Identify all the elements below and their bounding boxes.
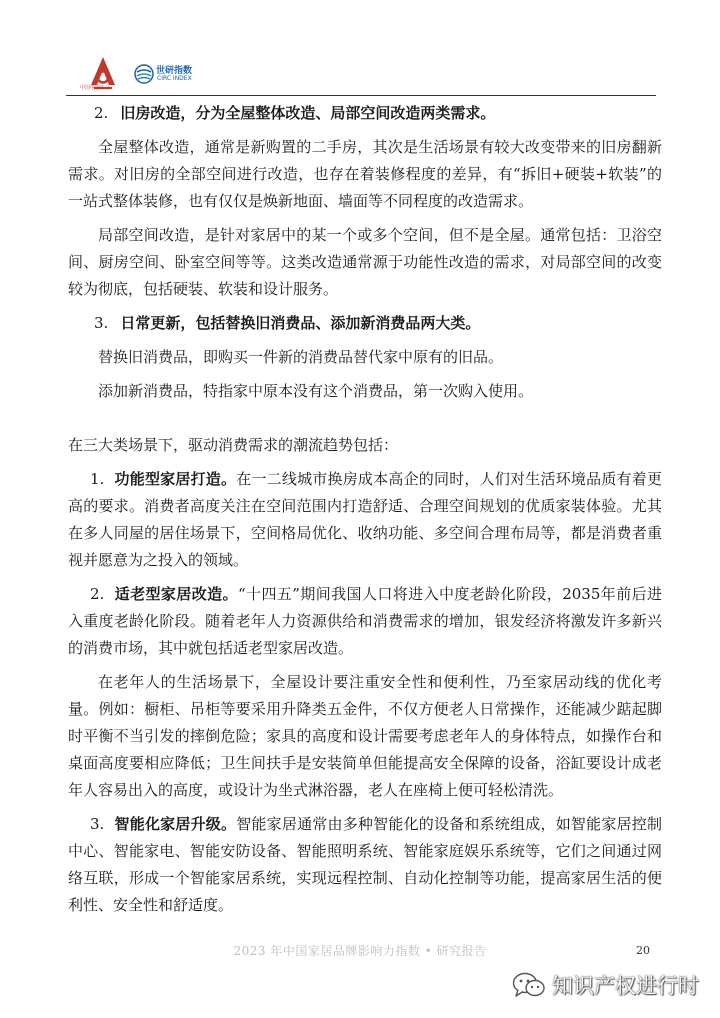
trend-3-number: 3. — [90, 815, 105, 833]
section-2-heading-text: 旧房改造，分为全屋整体改造、局部空间改造两类需求。 — [120, 104, 496, 122]
section-2-paragraph-1: 全屋整体改造，通常是新购置的二手房，其次是生活场景有较大改变带来的旧房翻新需求。对旧房的全部空间进行改造，也存在着装修程度的差异，有“拆旧+硬装+软装”的一站式整体装修，也有仅仅是焕新地面、墙面等不同程度的改造需求。 — [68, 138, 662, 210]
trend-3-text: 智能家居通常由多种智能化的设备和系统组成，如智能家居控制中心、智能家电、智能安防设备、智能照明系统、智能家庭娱乐系统等，它们之间通过网络互联，形成一个智能家居系统，实现远程控制、自动化控制等功能，提高家居生活的便利性、安全性和舒适度。 — [68, 815, 662, 914]
section-3-paragraph-2: 添加新消费品，特指家中原本没有这个消费品，第一次购入使用。 — [98, 382, 534, 400]
section-2-number: 2. — [94, 104, 109, 122]
trend-2-paragraph-2: 在老年人的生活场景下，全屋设计要注重安全性和便利性，乃至家居动线的优化考量。例如：橱柜、吊柜等要采用升降类五金件，不仅方便老人日常操作，还能减少踮起脚时平衡不当引发的摔倒危险；家具的高度和设计需要考虑老年人的身体特点，如操作台和桌面高度要相应降低；卫生间扶手是安装简单但能提高安全保障的设备，浴缸要设计成老年人容易出入的高度，或设计为坐式淋浴器，老人在座椅上便可轻松清洗。 — [68, 673, 662, 799]
trend-2-number: 2. — [90, 585, 105, 603]
page-number: 20 — [636, 944, 650, 957]
section-3-heading-text: 日常更新，包括替换旧消费品、添加新消费品两大类。 — [120, 314, 481, 332]
wechat-watermark — [512, 970, 699, 1000]
section-2-heading — [68, 100, 662, 127]
section-3-paragraph-1: 替换旧消费品，即购买一件新的消费品替代家中原有的旧品。 — [98, 348, 504, 366]
page-header — [0, 0, 720, 100]
wechat-icon — [512, 971, 546, 999]
trend-1-lead: 功能型家居打造。 — [114, 470, 237, 488]
trend-1-text: 在一二线城市换房成本高企的同时，人们对生活环境品质有着更高的要求。消费者高度关注在空间范围内打造舒适、合理空间规划的优质家装体验。尤其在多人同屋的居住场景下，空间格局优化、收纳功能、多空间合理布局等，都是消费者重视并愿意为之投入的领域。 — [68, 470, 662, 569]
trend-1-number: 1. — [90, 470, 105, 488]
watermark-text: 知识产权进行时 — [552, 974, 699, 998]
trend-2-text: “十四五”期间我国人口将进入中度老龄化阶段，2035年前后进入重度老龄化阶段。随着老年人力资源供给和消费需求的增加，银发经济将激发许多新兴的消费市场，其中就包括适老型家居改造。 — [68, 585, 662, 657]
footer-report-title: 2023 年中国家居品牌影响力指数 • 研究报告 — [233, 944, 487, 958]
trends-intro: 在三大类场景下，驱动消费需求的潮流趋势包括： — [68, 436, 399, 454]
trend-1-paragraph — [68, 466, 662, 574]
circ-index-logo-name: 世研指数 — [156, 66, 193, 76]
circ-index-logo-icon — [134, 64, 154, 84]
trend-2-paragraph — [68, 581, 662, 662]
trend-3-lead: 智能化家居升级。 — [114, 815, 237, 833]
section-gap — [68, 412, 662, 432]
header-divider — [66, 95, 656, 96]
section-3-heading — [68, 310, 662, 337]
page-content — [68, 100, 662, 926]
section-2-paragraph-2: 局部空间改造，是针对家居中的某一个或多个空间，但不是全屋。通常包括：卫浴空间、厨房空间、卧室空间等等。这类改造通常源于功能性改造的需求，对局部空间的改变较为彻底，包括硬装、软装和设计服务。 — [68, 226, 662, 298]
trend-3-paragraph — [68, 811, 662, 919]
association-logo-caption: 中国电器协会 — [80, 85, 111, 91]
trend-2-lead: 适老型家居改造。 — [114, 585, 238, 603]
circ-index-logo-subtitle: CIRC INDEX — [157, 75, 192, 82]
section-3-number: 3. — [94, 314, 109, 332]
